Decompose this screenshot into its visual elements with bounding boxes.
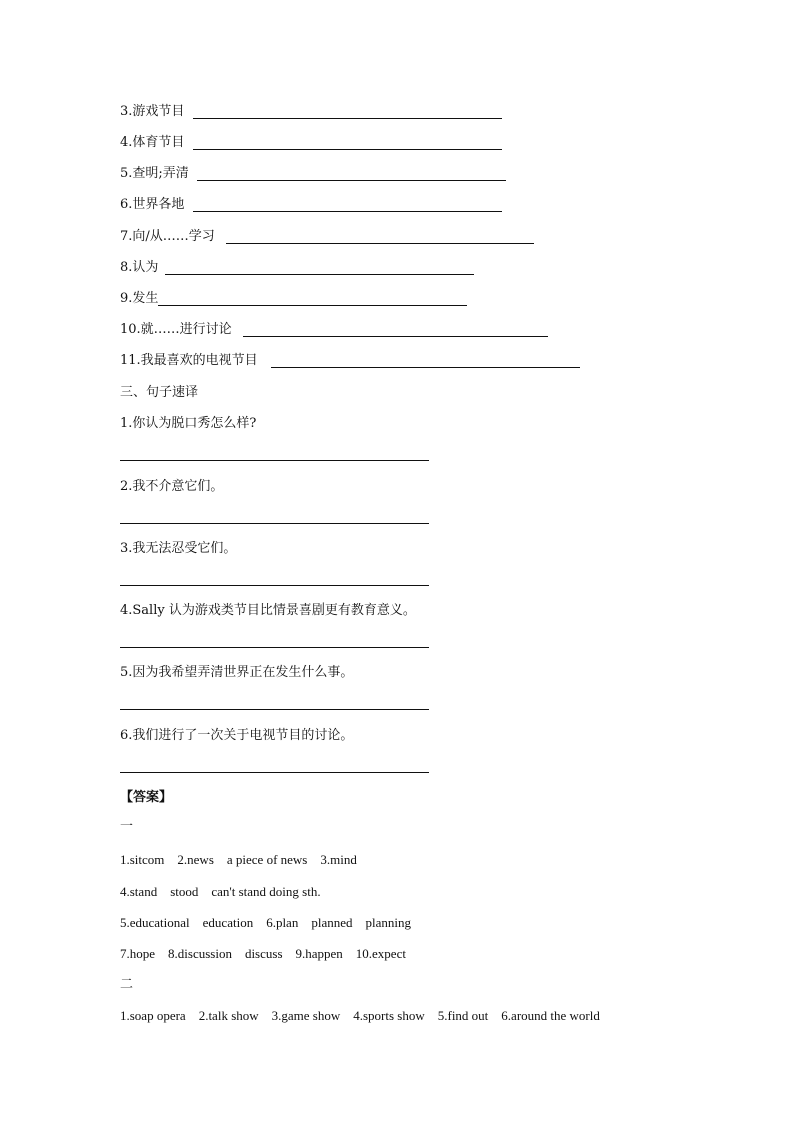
answer-line: 5.educational education 6.plan planned planning xyxy=(120,915,411,930)
sentence-prompt: 6.我们进行了一次关于电视节目的讨论。 xyxy=(120,728,354,743)
answer-blank-line xyxy=(226,243,534,244)
phrase-label: 9.发生 xyxy=(120,291,159,306)
phrase-label: 3.游戏节目 xyxy=(120,104,185,119)
answer-blank-line xyxy=(271,367,580,368)
section-heading: 三、句子速译 xyxy=(120,385,199,400)
answer-blank-line xyxy=(158,305,467,306)
phrase-item xyxy=(120,290,158,308)
answer-blank-line xyxy=(165,274,474,275)
answer-blank-line xyxy=(193,211,502,212)
sentence-prompt: 2.我不介意它们。 xyxy=(120,479,224,494)
translation-blank-line xyxy=(120,460,429,461)
phrase-item xyxy=(120,196,184,214)
phrase-item xyxy=(120,228,215,246)
phrase-item xyxy=(120,165,189,183)
phrase-label: 6.世界各地 xyxy=(120,197,185,212)
answer-line: 1.sitcom 2.news a piece of news 3.mind xyxy=(120,852,357,867)
phrase-label: 11.我最喜欢的电视节目 xyxy=(120,353,258,368)
phrase-item xyxy=(120,321,232,339)
translation-blank-line xyxy=(120,647,429,648)
translation-blank-line xyxy=(120,585,429,586)
phrase-label: 5.查明;弄清 xyxy=(120,166,189,181)
answer-blank-line xyxy=(243,336,548,337)
answer-blank-line xyxy=(193,149,502,150)
answers-part-mark: 二 xyxy=(120,977,134,992)
sentence-prompt: 1.你认为脱口秀怎么样? xyxy=(120,416,257,431)
phrase-label: 7.向/从……学习 xyxy=(120,229,215,244)
answer-line: 7.hope 8.discussion discuss 9.happen 10.expect xyxy=(120,946,406,961)
answers-part-mark: 一 xyxy=(120,819,134,834)
phrase-item xyxy=(120,134,184,152)
translation-blank-line xyxy=(120,523,429,524)
phrase-label: 8.认为 xyxy=(120,260,159,275)
phrase-label: 4.体育节目 xyxy=(120,135,185,150)
sentence-prompt: 5.因为我希望弄清世界正在发生什么事。 xyxy=(120,665,354,680)
answer-line: 4.stand stood can't stand doing sth. xyxy=(120,884,321,899)
translation-blank-line xyxy=(120,709,429,710)
phrase-item xyxy=(120,352,258,370)
answers-heading: 【答案】 xyxy=(120,790,173,805)
translation-blank-line xyxy=(120,772,429,773)
phrase-item xyxy=(120,259,158,277)
phrase-item xyxy=(120,103,184,121)
answer-line: 1.soap opera 2.talk show 3.game show 4.sports show 5.find out 6.around the world xyxy=(120,1008,600,1023)
answer-blank-line xyxy=(193,118,502,119)
phrase-label: 10.就……进行讨论 xyxy=(120,322,232,337)
sentence-prompt: 4.Sally 认为游戏类节目比情景喜剧更有教育意义。 xyxy=(120,603,416,618)
sentence-prompt: 3.我无法忍受它们。 xyxy=(120,541,237,556)
answer-blank-line xyxy=(197,180,506,181)
